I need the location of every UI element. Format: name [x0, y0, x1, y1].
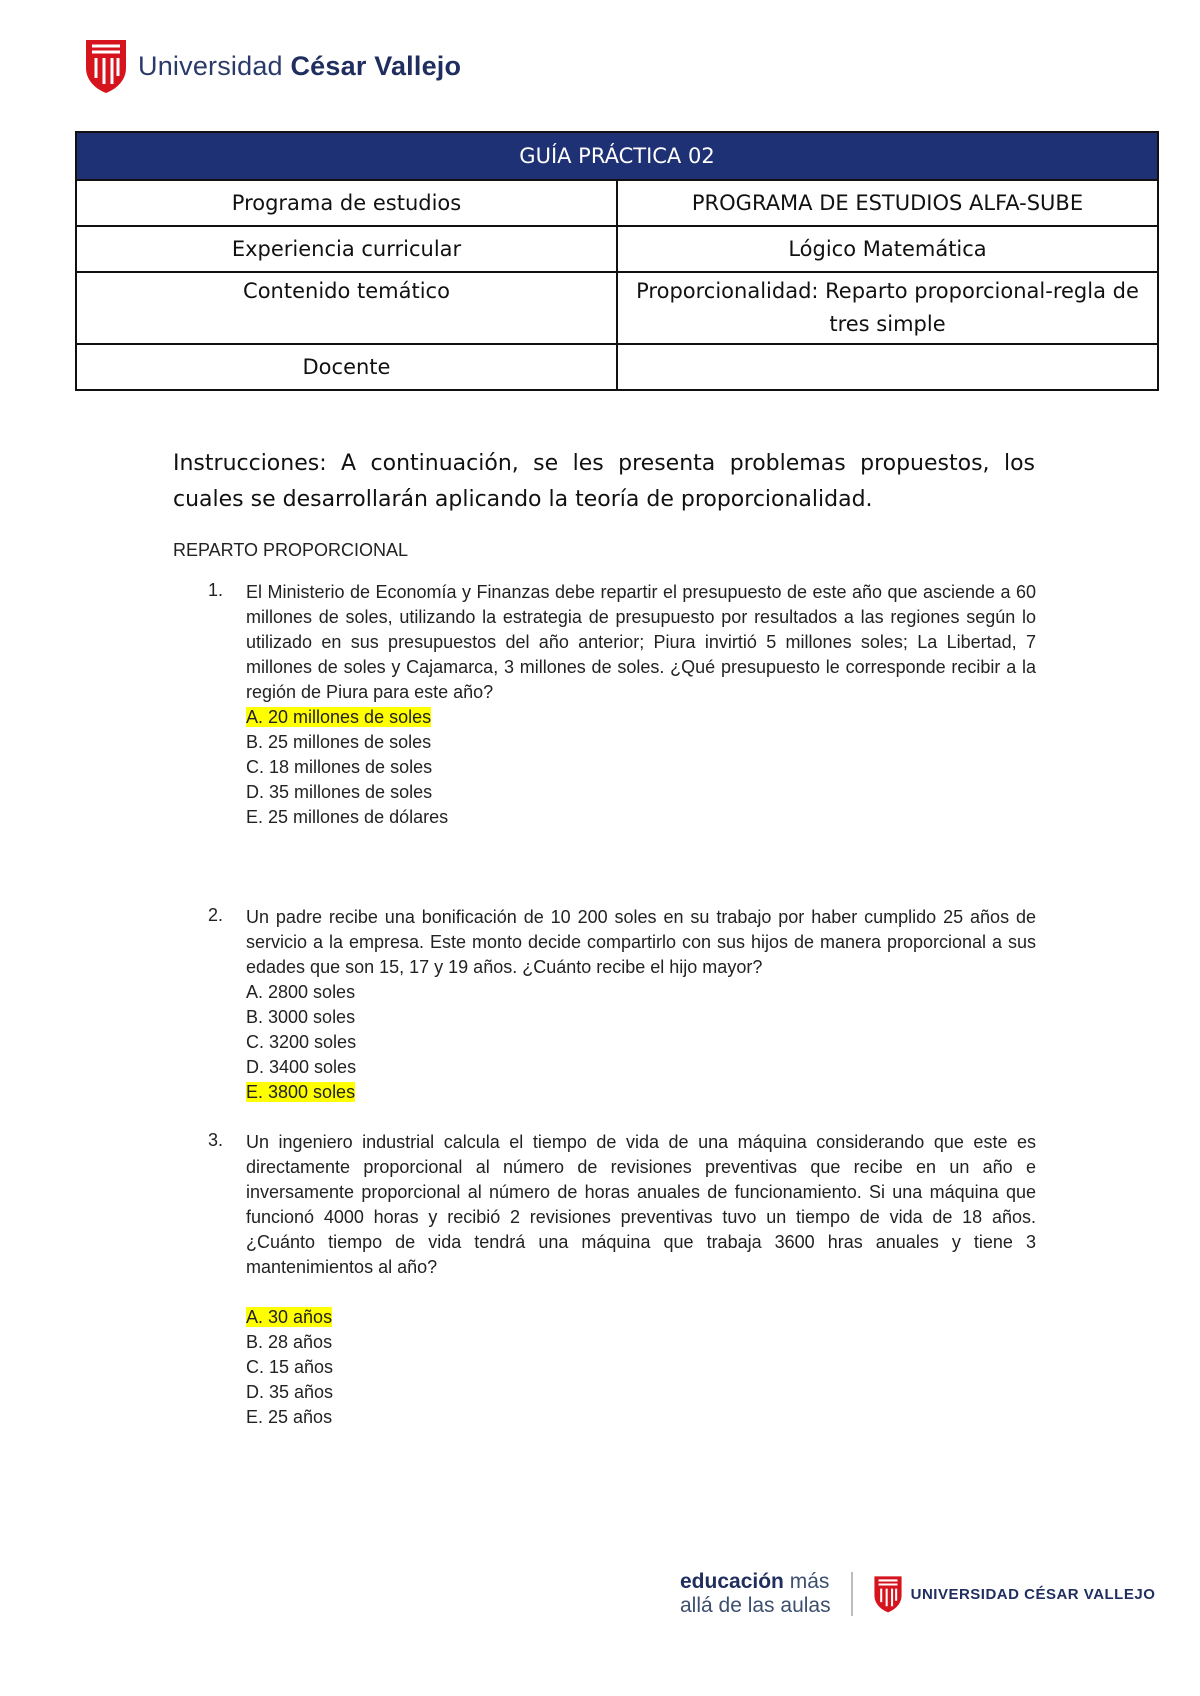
problem-list [208, 580, 1036, 1430]
option: A. 20 millones de soles [246, 707, 432, 727]
footer-divider [851, 1572, 853, 1616]
option: E. 3800 soles [246, 1082, 356, 1102]
answer-options [246, 1305, 1036, 1430]
problem-3 [208, 1130, 1036, 1430]
row-value: Lógico Matemática [617, 226, 1158, 272]
table-title: GUÍA PRÁCTICA 02 [76, 132, 1158, 180]
footer-brand: UNIVERSIDAD CÉSAR VALLEJO [910, 1585, 1156, 1603]
table-row [76, 272, 1158, 344]
row-label: Contenido temático [76, 272, 617, 344]
option: B. 25 millones de soles [246, 732, 432, 752]
problem-number: 1. [208, 580, 224, 600]
ucv-shield-icon [84, 38, 128, 94]
option: E. 25 años [246, 1407, 333, 1427]
ucv-shield-icon [873, 1575, 903, 1613]
table-row [76, 180, 1158, 226]
footer-branding [680, 1570, 1155, 1618]
problem-stem: Un ingeniero industrial calcula el tiempo de vida de una máquina considerando que este es directamente proporcional al número de revisiones preventivas que recibe en un año e inversamente proporcional al número de horas anuales de funcionamiento. Si una máquina que funcionó 4000 horas y recibió 2 revisiones preventivas tuvo un tiempo de vida de 18 años. ¿Cuánto tiempo de vida tendrá una máquina que trabaja 3600 hras anuales y tiene 3 mantenimientos al año? [246, 1132, 1036, 1277]
row-label: Docente [76, 344, 617, 390]
section-title: REPARTO PROPORCIONAL [173, 540, 409, 560]
answer-options [246, 980, 1036, 1105]
row-value [617, 344, 1158, 390]
footer-tagline: educación más allá de las aulas [680, 1570, 831, 1617]
problem-2 [208, 905, 1036, 1105]
row-value: Proporcionalidad: Reparto proporcional-regla de tres simple [617, 272, 1158, 344]
problem-number: 3. [208, 1130, 224, 1150]
option: C. 18 millones de soles [246, 757, 433, 777]
problem-number: 2. [208, 905, 224, 925]
option: E. 25 millones de dólares [246, 807, 449, 827]
row-label: Programa de estudios [76, 180, 617, 226]
row-label: Experiencia curricular [76, 226, 617, 272]
instructions: Instrucciones: A continuación, se les presenta problemas propuestos, los cuales se desarrollarán aplicando la teoría de proporcionalidad. [173, 451, 1035, 512]
option: D. 3400 soles [246, 1057, 357, 1077]
brand-name: Universidad César Vallejo [138, 50, 462, 81]
course-info-table [75, 131, 1159, 391]
table-row [76, 344, 1158, 390]
option: A. 30 años [246, 1307, 333, 1327]
option: A. 2800 soles [246, 982, 356, 1002]
option: C. 15 años [246, 1357, 334, 1377]
university-logo [84, 38, 461, 94]
row-value: PROGRAMA DE ESTUDIOS ALFA-SUBE [617, 180, 1158, 226]
problem-stem: Un padre recibe una bonificación de 10 200 soles en su trabajo por haber cumplido 25 años de servicio a la empresa. Este monto decide compartirlo con sus hijos de manera proporcional a sus edades que son 15, 17 y 19 años. ¿Cuánto recibe el hijo mayor? [246, 907, 1036, 977]
option: D. 35 años [246, 1382, 334, 1402]
problem-stem: El Ministerio de Economía y Finanzas debe repartir el presupuesto de este año que asciende a 60 millones de soles, utilizando la estrategia de presupuesto por resultados a las regiones según lo utilizado en sus presupuestos del año anterior; Piura invirtió 5 millones soles; La Libertad, 7 millones de soles y Cajamarca, 3 millones de soles. ¿Qué presupuesto le corresponde recibir a la región de Piura para este año? [246, 582, 1036, 702]
option: B. 28 años [246, 1332, 333, 1352]
problem-1 [208, 580, 1036, 830]
option: D. 35 millones de soles [246, 782, 433, 802]
table-row [76, 226, 1158, 272]
option: B. 3000 soles [246, 1007, 356, 1027]
answer-options [246, 705, 1036, 830]
option: C. 3200 soles [246, 1032, 357, 1052]
